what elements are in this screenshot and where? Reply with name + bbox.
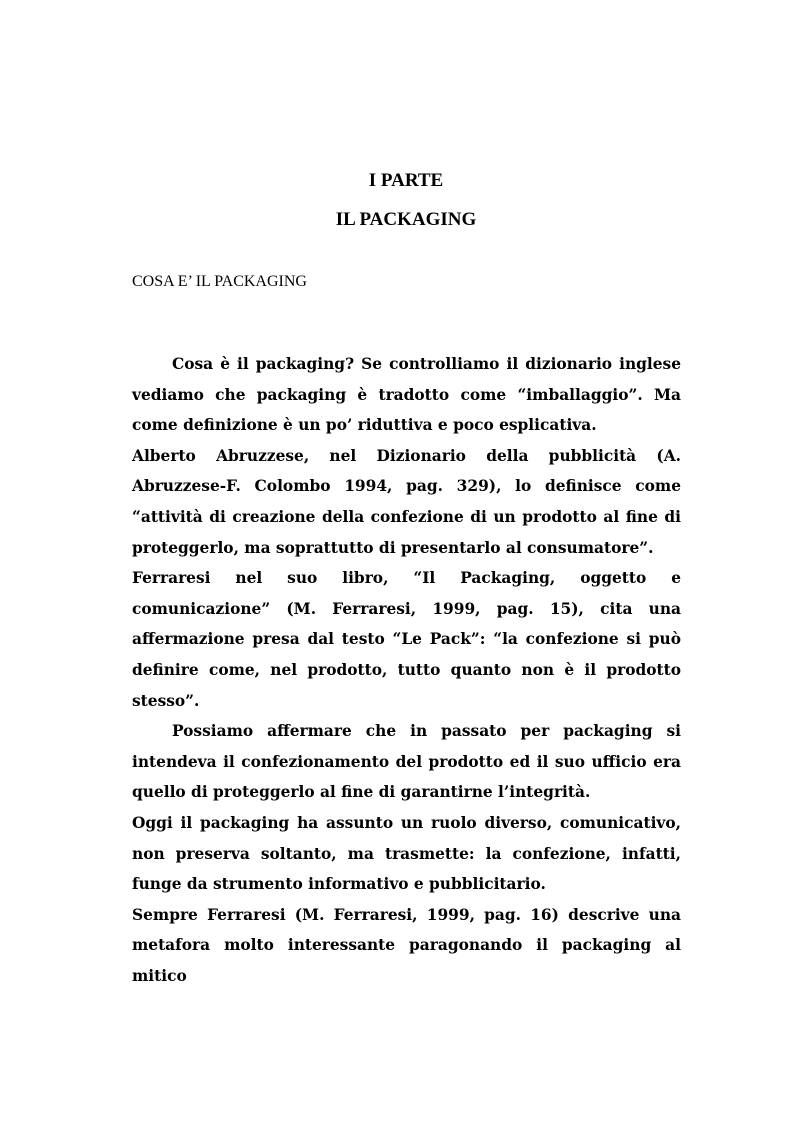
paragraph: Cosa è il packaging? Se controlliamo il dizionario inglese vediamo che packaging è tradotto come “imballaggio”. Ma come definizione è un po’ riduttiva e poco esplicativa. [132,355,681,435]
section-heading: COSA E’ IL PACKAGING [132,273,307,290]
body-text [132,349,681,991]
paragraph: Possiamo affermare che in passato per packaging si intendeva il confezionamento del prodotto ed il suo ufficio era quello di proteggerlo al fine di garantirne l’integrità. [132,722,681,802]
part-label: I PARTE [368,170,444,191]
paragraph: Sempre Ferraresi (M. Ferraresi, 1999, pag. 16) descrive una metafora molto interessante paragonando il packaging al mitico [132,905,681,985]
paragraph: Ferraresi nel suo libro, “Il Packaging, oggetto e comunicazione” (M. Ferraresi, 1999, pag. 15), cita una affermazione presa dal testo “Le Pack”: “la confezione si può definire come, nel prodotto, tutto quanto non è il prodotto stesso”. [132,569,681,710]
chapter-title: IL PACKAGING [335,209,477,230]
paragraph: Alberto Abruzzese, nel Dizionario della pubblicità (A. Abruzzese-F. Colombo 1994, pag. 329), lo definisce come “attività di creazione della confezione di un prodotto al fine di proteggerlo, ma soprattutto di presentarlo al consumatore”. [132,446,681,557]
paragraph: Oggi il packaging ha assunto un ruolo diverso, comunicativo, non preserva soltanto, ma trasmette: la confezione, infatti, funge da strumento informativo e pubblicitario. [132,813,681,894]
